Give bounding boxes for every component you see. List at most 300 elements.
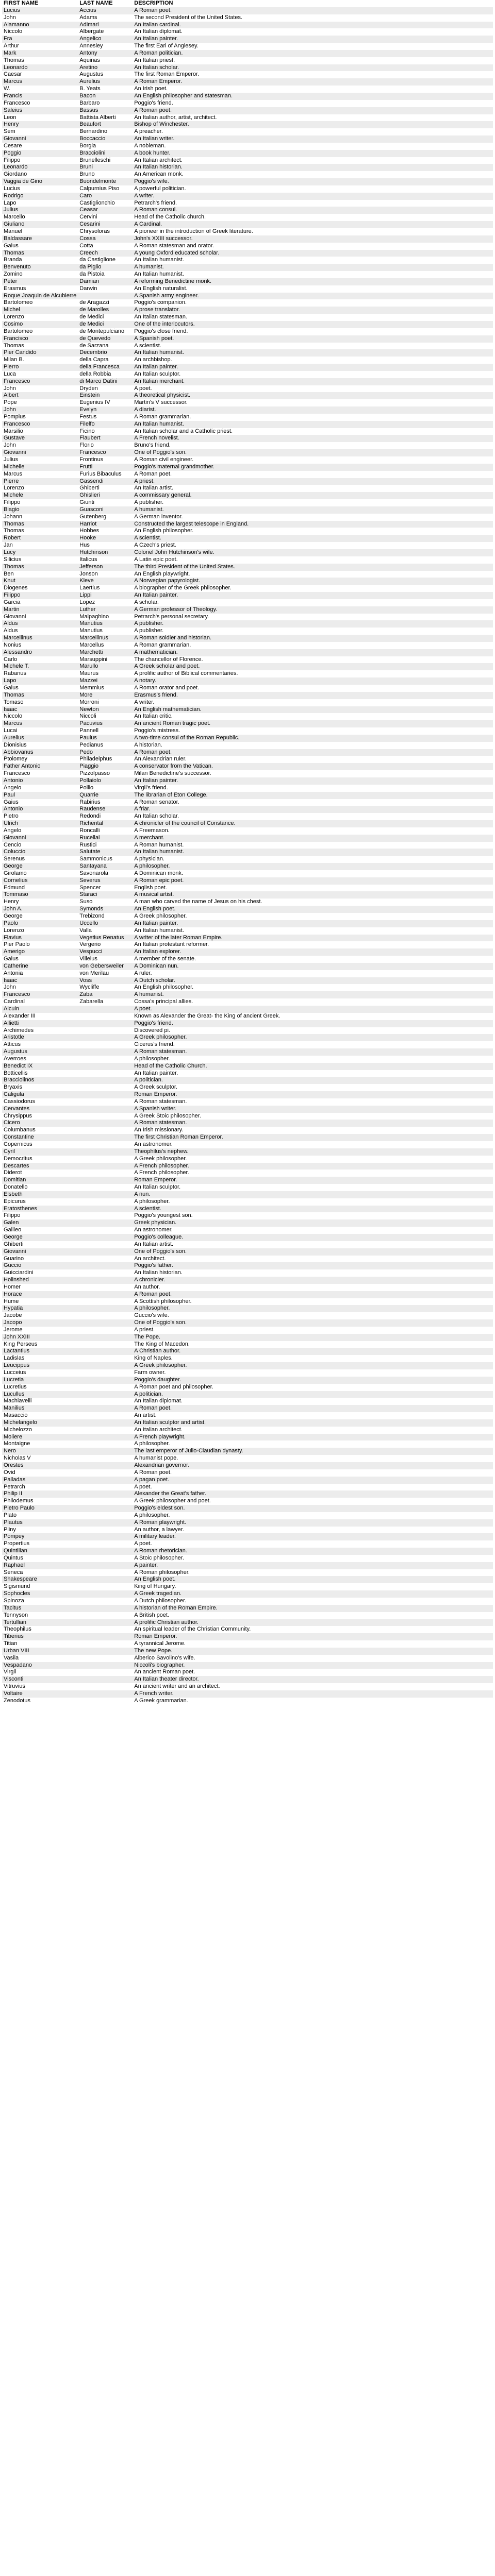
cell-first-name: Nonius xyxy=(4,641,22,648)
cell-last-name: Cotta xyxy=(79,242,93,249)
cell-first-name: Thomas xyxy=(4,342,24,349)
table-row xyxy=(2,1298,493,1306)
cell-first-name: Father Antonio xyxy=(4,763,41,770)
cell-last-name: della Robbia xyxy=(79,370,111,377)
table-row xyxy=(2,720,493,727)
cell-last-name: Francesco xyxy=(79,449,106,456)
cell-first-name: Lucy xyxy=(4,549,16,555)
cell-last-name xyxy=(78,1548,133,1555)
cell-last-name xyxy=(78,1605,133,1612)
cell-description: An Irish missionary. xyxy=(134,1127,184,1133)
cell-last-name xyxy=(78,1048,133,1056)
cell-last-name xyxy=(78,1669,133,1676)
cell-first-name: Fra xyxy=(4,36,12,42)
cell-description: A Greek sculptor. xyxy=(134,1084,178,1091)
cell-description: An Italian humanist. xyxy=(134,349,184,356)
cell-last-name: Bruni xyxy=(79,164,93,171)
cell-description: A Cardinal. xyxy=(134,221,162,228)
cell-first-name: Cicero xyxy=(4,1120,20,1126)
table-row xyxy=(2,606,493,614)
cell-first-name: Paolo xyxy=(4,920,19,926)
cell-description: The second President of the United States. xyxy=(134,14,243,21)
table-row xyxy=(2,956,493,963)
cell-description: A Christian author. xyxy=(134,1348,181,1354)
cell-last-name: de Medici xyxy=(79,314,104,320)
cell-last-name: Festus xyxy=(79,413,97,420)
table-row xyxy=(2,143,493,150)
cell-first-name: John xyxy=(4,14,16,21)
cell-first-name: Aristotle xyxy=(4,1034,24,1041)
cell-last-name xyxy=(78,1348,133,1355)
cell-first-name: Cervantes xyxy=(4,1105,30,1112)
table-row xyxy=(2,1605,493,1612)
table-row xyxy=(2,677,493,685)
cell-description: A humanist. xyxy=(134,264,164,270)
cell-description: A Greek philosopher and poet. xyxy=(134,1498,211,1504)
cell-description: A Roman poet. xyxy=(134,1291,172,1297)
cell-description: An Italian writer. xyxy=(134,135,175,142)
table-row xyxy=(2,1206,493,1213)
cell-description: An Italian protestant reformer. xyxy=(134,941,209,948)
cell-first-name: Henry xyxy=(4,899,19,905)
cell-first-name: Gaius xyxy=(4,242,19,249)
cell-first-name: Diogenes xyxy=(4,585,28,591)
cell-description: A Dominican monk. xyxy=(134,870,184,876)
cell-last-name xyxy=(78,1419,133,1427)
table-row xyxy=(2,514,493,521)
cell-first-name: John xyxy=(4,442,16,449)
cell-last-name xyxy=(78,1434,133,1441)
cell-description: A Roman poet. xyxy=(134,7,172,13)
table-row xyxy=(2,977,493,985)
cell-description: Roman Emperor. xyxy=(134,1177,177,1183)
cell-last-name xyxy=(78,1141,133,1148)
cell-description: A chronicler of the council of Constance. xyxy=(134,820,236,827)
cell-first-name: Serenus xyxy=(4,856,25,862)
cell-description: King of Hungary. xyxy=(134,1583,176,1590)
cell-first-name: Ben xyxy=(4,570,14,577)
cell-first-name: Giuliano xyxy=(4,221,25,228)
table-row xyxy=(2,392,493,399)
cell-first-name: Vitruvius xyxy=(4,1683,25,1690)
cell-first-name: Leonardo xyxy=(4,164,28,171)
cell-first-name: Niccolo xyxy=(4,28,23,35)
cell-last-name xyxy=(78,1384,133,1391)
cell-first-name: Filippo xyxy=(4,157,21,163)
table-row xyxy=(2,185,493,193)
table-row xyxy=(2,78,493,86)
cell-description: An ancient Roman tragic poet. xyxy=(134,720,211,727)
cell-last-name: Damian xyxy=(79,278,100,284)
table-row xyxy=(2,1163,493,1170)
cell-last-name xyxy=(78,1469,133,1477)
table-row xyxy=(2,1384,493,1391)
cell-description: An Italian theater director. xyxy=(134,1676,199,1683)
cell-last-name xyxy=(78,1598,133,1605)
table-row xyxy=(2,863,493,870)
table-row xyxy=(2,1170,493,1177)
cell-description: Martin's V successor. xyxy=(134,399,188,406)
table-row xyxy=(2,150,493,157)
cell-last-name: Adams xyxy=(79,14,97,21)
cell-last-name xyxy=(78,1077,133,1084)
cell-description: A Roman grammarian. xyxy=(134,641,191,648)
table-row xyxy=(2,685,493,692)
table-row xyxy=(2,1091,493,1098)
cell-last-name: Redondi xyxy=(79,813,101,820)
table-row xyxy=(2,913,493,920)
cell-description: Bishop of Winchester. xyxy=(134,121,189,128)
table-row xyxy=(2,1106,493,1113)
table-row xyxy=(2,1041,493,1048)
cell-last-name: Cossa xyxy=(79,235,96,242)
cell-last-name: Bracciolini xyxy=(79,149,106,156)
table-row xyxy=(2,799,493,806)
table-row xyxy=(2,214,493,221)
cell-last-name xyxy=(78,1113,133,1120)
cell-description: A humanist. xyxy=(134,506,164,513)
cell-description: A pioneer in the introduction of Greek literature. xyxy=(134,228,253,234)
cell-first-name: Guccio xyxy=(4,1262,22,1269)
cell-first-name: Julius xyxy=(4,207,19,213)
cell-last-name xyxy=(78,1648,133,1655)
cell-last-name: Lippi xyxy=(79,592,92,599)
cell-last-name xyxy=(78,1540,133,1548)
cell-description: A Greek grammarian. xyxy=(134,1697,188,1704)
table-row xyxy=(2,299,493,307)
cell-description: A German inventor. xyxy=(134,513,183,520)
cell-first-name: Leon xyxy=(4,114,16,121)
cell-last-name xyxy=(78,1362,133,1369)
cell-last-name: Battista Alberti xyxy=(79,114,116,121)
table-row xyxy=(2,1669,493,1676)
cell-description: A publisher. xyxy=(134,499,164,506)
cell-last-name xyxy=(78,1241,133,1248)
table-row xyxy=(2,1141,493,1148)
cell-first-name: Virgil xyxy=(4,1669,16,1675)
table-row xyxy=(2,506,493,514)
table-row xyxy=(2,1477,493,1484)
cell-description: A young Oxford educated scholar. xyxy=(134,249,220,256)
cell-description: Poggio's maternal grandmother. xyxy=(134,463,214,470)
cell-last-name xyxy=(78,1377,133,1384)
cell-description: A Norwegian papyrologist. xyxy=(134,578,201,584)
cell-first-name: Horace xyxy=(4,1291,22,1297)
table-row xyxy=(2,235,493,243)
cell-description: A Latin epic poet. xyxy=(134,556,178,563)
cell-first-name: Angelo xyxy=(4,784,22,791)
cell-last-name: Pedo xyxy=(79,749,93,755)
cell-last-name: Aretino xyxy=(79,64,98,71)
cell-last-name xyxy=(78,1177,133,1184)
cell-first-name: Edmund xyxy=(4,884,25,891)
cell-last-name: Pedianus xyxy=(79,741,104,748)
cell-last-name xyxy=(78,1334,133,1341)
cell-description: Discovered pi. xyxy=(134,1027,170,1033)
cell-last-name xyxy=(78,1612,133,1619)
cell-last-name: da Pistoia xyxy=(79,271,105,278)
cell-last-name: Symonds xyxy=(79,906,104,912)
cell-last-name xyxy=(78,1369,133,1377)
cell-description: A Roman Emperor. xyxy=(134,78,183,85)
table-row xyxy=(2,1484,493,1491)
cell-first-name: Elsbeth xyxy=(4,1191,23,1197)
cell-description: A musical artist. xyxy=(134,891,174,898)
table-row xyxy=(2,71,493,78)
cell-last-name: Ficino xyxy=(79,428,95,434)
cell-last-name xyxy=(78,1462,133,1469)
cell-first-name: Branda xyxy=(4,257,22,263)
cell-first-name: Mark xyxy=(4,49,16,56)
cell-last-name xyxy=(78,1163,133,1170)
cell-first-name: Ladislas xyxy=(4,1355,25,1362)
cell-description: An Italian merchant. xyxy=(134,378,185,384)
cell-last-name xyxy=(78,1562,133,1569)
cell-description: An English poet. xyxy=(134,906,176,912)
cell-description: A politician. xyxy=(134,1077,163,1083)
table-row xyxy=(2,1419,493,1427)
cell-description: An Italian humanist. xyxy=(134,927,184,934)
cell-first-name: Gaius xyxy=(4,685,19,691)
cell-last-name: de Quevedo xyxy=(79,335,111,342)
cell-first-name: Lorenzo xyxy=(4,314,24,320)
cell-first-name: Seneca xyxy=(4,1569,23,1575)
cell-description: A poet. xyxy=(134,1005,152,1012)
cell-first-name: Visconti xyxy=(4,1676,24,1683)
table-row xyxy=(2,1362,493,1369)
cell-last-name: di Marco Datini xyxy=(79,378,118,384)
table-row xyxy=(2,1098,493,1106)
table-row xyxy=(2,93,493,100)
cell-first-name: Albert xyxy=(4,392,19,399)
cell-description: Petrarch's friend. xyxy=(134,199,177,206)
cell-first-name: Michelle xyxy=(4,463,25,470)
cell-first-name: Thomas xyxy=(4,57,24,63)
cell-last-name: Raudense xyxy=(79,806,106,812)
cell-last-name xyxy=(78,1284,133,1291)
table-row xyxy=(2,1048,493,1056)
cell-description: An Italian priest. xyxy=(134,57,175,63)
cell-last-name xyxy=(78,1477,133,1484)
table-row xyxy=(2,1113,493,1120)
table-row xyxy=(2,157,493,164)
cell-first-name: Orestes xyxy=(4,1462,24,1468)
cell-last-name: Kleve xyxy=(79,578,94,584)
cell-description: A humanist pope. xyxy=(134,1455,178,1462)
cell-description: A Roman statesman. xyxy=(134,1098,187,1105)
cell-first-name: Lucai xyxy=(4,727,18,734)
cell-last-name: Paulus xyxy=(79,734,97,741)
cell-first-name: Sem xyxy=(4,128,15,135)
table-row xyxy=(2,1120,493,1127)
cell-first-name: Julius xyxy=(4,456,19,463)
cell-description: A French playwright. xyxy=(134,1433,186,1440)
cell-first-name: Johann xyxy=(4,513,23,520)
cell-first-name: Nicholas V xyxy=(4,1455,31,1462)
cell-description: A physician. xyxy=(134,856,164,862)
cell-last-name: Piaggio xyxy=(79,763,98,770)
cell-last-name: Philadelphus xyxy=(79,756,112,762)
cell-last-name: Beaufort xyxy=(79,121,101,128)
cell-description: A philosopher. xyxy=(134,863,170,870)
cell-last-name: Valla xyxy=(79,927,92,934)
table-row xyxy=(2,663,493,670)
cell-first-name: Giovanni xyxy=(4,1248,26,1255)
cell-last-name xyxy=(78,1676,133,1683)
table-row xyxy=(2,713,493,720)
cell-first-name: Machiavelli xyxy=(4,1398,32,1404)
cell-first-name: Sophocles xyxy=(4,1590,30,1597)
cell-description: A writer. xyxy=(134,699,155,705)
cell-first-name: Saleius xyxy=(4,107,23,113)
table-row xyxy=(2,1177,493,1184)
cell-last-name xyxy=(78,1405,133,1412)
table-row xyxy=(2,742,493,749)
cell-description: A French writer. xyxy=(134,1690,174,1697)
cell-description: A Greek philosopher. xyxy=(134,1362,187,1369)
cell-description: A French philosopher. xyxy=(134,1162,189,1169)
cell-first-name: Columbanus xyxy=(4,1127,36,1133)
cell-first-name: Benedict IX xyxy=(4,1062,33,1069)
cell-description: Alexandrian governor. xyxy=(134,1462,190,1468)
cell-description: A Roman civil engineer. xyxy=(134,456,194,463)
cell-first-name: Francesco xyxy=(4,770,30,777)
cell-description: Poggio's daughter. xyxy=(134,1376,182,1383)
cell-first-name: Bryaxis xyxy=(4,1084,23,1091)
cell-last-name: Marullo xyxy=(79,663,98,670)
cell-last-name xyxy=(78,1391,133,1398)
cell-description: An English mathematician. xyxy=(134,706,202,713)
cell-first-name: Lucretia xyxy=(4,1376,24,1383)
cell-description: A Greek tragedian. xyxy=(134,1590,182,1597)
cell-first-name: Diderot xyxy=(4,1170,22,1176)
table-row xyxy=(2,528,493,535)
cell-last-name: Zabarella xyxy=(79,998,104,1005)
table-row xyxy=(2,1405,493,1412)
cell-description: Cossa's principal allies. xyxy=(134,998,193,1005)
cell-first-name: Henry xyxy=(4,121,19,128)
cell-last-name: Barbaro xyxy=(79,99,100,106)
table-row xyxy=(2,456,493,464)
cell-description: Constructed the largest telescope in England. xyxy=(134,520,249,527)
table-row xyxy=(2,635,493,642)
cell-last-name: Manutius xyxy=(79,620,103,627)
cell-last-name xyxy=(78,1698,133,1705)
cell-description: A Roman poet and philosopher. xyxy=(134,1383,213,1390)
cell-last-name: More xyxy=(79,691,93,698)
table-row xyxy=(2,727,493,735)
table-row xyxy=(2,1084,493,1091)
cell-first-name: Ulrich xyxy=(4,820,19,827)
cell-first-name: Silicius xyxy=(4,556,22,563)
table-row xyxy=(2,178,493,185)
cell-description: Bruno's friend. xyxy=(134,442,171,449)
cell-first-name: Lorenzo xyxy=(4,485,24,492)
cell-description: An Italian artist. xyxy=(134,1241,174,1247)
cell-last-name: Salutate xyxy=(79,849,101,855)
cell-description: Poggio's eldest son. xyxy=(134,1505,185,1512)
cell-first-name: Pompey xyxy=(4,1533,25,1540)
cell-description: A Greek Stoic philosopher. xyxy=(134,1112,201,1119)
cell-description: A philosopher. xyxy=(134,1440,170,1447)
cell-first-name: Montaigne xyxy=(4,1440,30,1447)
cell-description: A powerful politician. xyxy=(134,185,186,192)
table-row xyxy=(2,22,493,29)
cell-first-name: Domitian xyxy=(4,1177,26,1183)
table-row xyxy=(2,1241,493,1248)
cell-last-name: Malpaghino xyxy=(79,613,109,620)
cell-first-name: Jan xyxy=(4,542,13,549)
cell-last-name: Aurelius xyxy=(79,78,101,85)
cell-description: A Roman humanist. xyxy=(134,841,184,848)
cell-last-name xyxy=(78,1191,133,1198)
table-row xyxy=(2,1626,493,1633)
cell-description: Greek physician. xyxy=(134,1219,177,1226)
cell-first-name: Cencio xyxy=(4,841,22,848)
table-row xyxy=(2,50,493,57)
cell-description: A Roman senator. xyxy=(134,799,179,805)
cell-description: An author, a lawyer. xyxy=(134,1526,184,1533)
table-row xyxy=(2,121,493,128)
cell-first-name: Garcia xyxy=(4,599,21,605)
cell-last-name: Evelyn xyxy=(79,406,97,413)
table-row xyxy=(2,14,493,22)
cell-last-name: Flaubert xyxy=(79,435,101,442)
cell-first-name: Lucius xyxy=(4,185,20,192)
table-row xyxy=(2,542,493,549)
cell-last-name: Einstein xyxy=(79,392,100,399)
cell-last-name: Harriot xyxy=(79,520,97,527)
table-row xyxy=(2,264,493,271)
table-row xyxy=(2,1070,493,1077)
cell-last-name xyxy=(78,1533,133,1540)
cell-description: A historian. xyxy=(134,741,162,748)
table-row xyxy=(2,257,493,264)
cell-description: A scholar. xyxy=(134,599,159,605)
cell-description: An Italian painter. xyxy=(134,920,178,926)
table-row xyxy=(2,1327,493,1334)
cell-description: A scientist. xyxy=(134,1205,161,1212)
cell-description: A philosopher. xyxy=(134,1198,170,1205)
cell-description: King of Naples. xyxy=(134,1355,173,1362)
cell-last-name: Eugenius IV xyxy=(79,399,110,406)
table-row xyxy=(2,7,493,14)
cell-last-name: Rabirius xyxy=(79,799,101,805)
table-row xyxy=(2,464,493,471)
cell-description: A writer. xyxy=(134,192,155,199)
cell-first-name: Tacitus xyxy=(4,1604,22,1611)
cell-description: Poggio's youngest son. xyxy=(134,1212,193,1219)
table-row xyxy=(2,314,493,321)
table-row xyxy=(2,414,493,421)
table-row xyxy=(2,1219,493,1227)
table-row xyxy=(2,1006,493,1013)
table-row xyxy=(2,1412,493,1419)
cell-description: An English philosopher. xyxy=(134,984,194,991)
cell-description: A pagan poet. xyxy=(134,1476,170,1483)
table-row xyxy=(2,756,493,763)
cell-first-name: Michele T. xyxy=(4,663,29,670)
cell-last-name: Italicus xyxy=(79,556,97,563)
cell-description: An Irish poet. xyxy=(134,86,168,92)
cell-last-name xyxy=(78,1519,133,1527)
cell-first-name: Paul xyxy=(4,791,15,798)
cell-description: A Roman grammarian. xyxy=(134,413,191,420)
cell-last-name: Luther xyxy=(79,606,96,613)
cell-first-name: Francesco xyxy=(4,99,30,106)
cell-first-name: Peter xyxy=(4,278,18,284)
cell-description: A humanist. xyxy=(134,991,164,998)
